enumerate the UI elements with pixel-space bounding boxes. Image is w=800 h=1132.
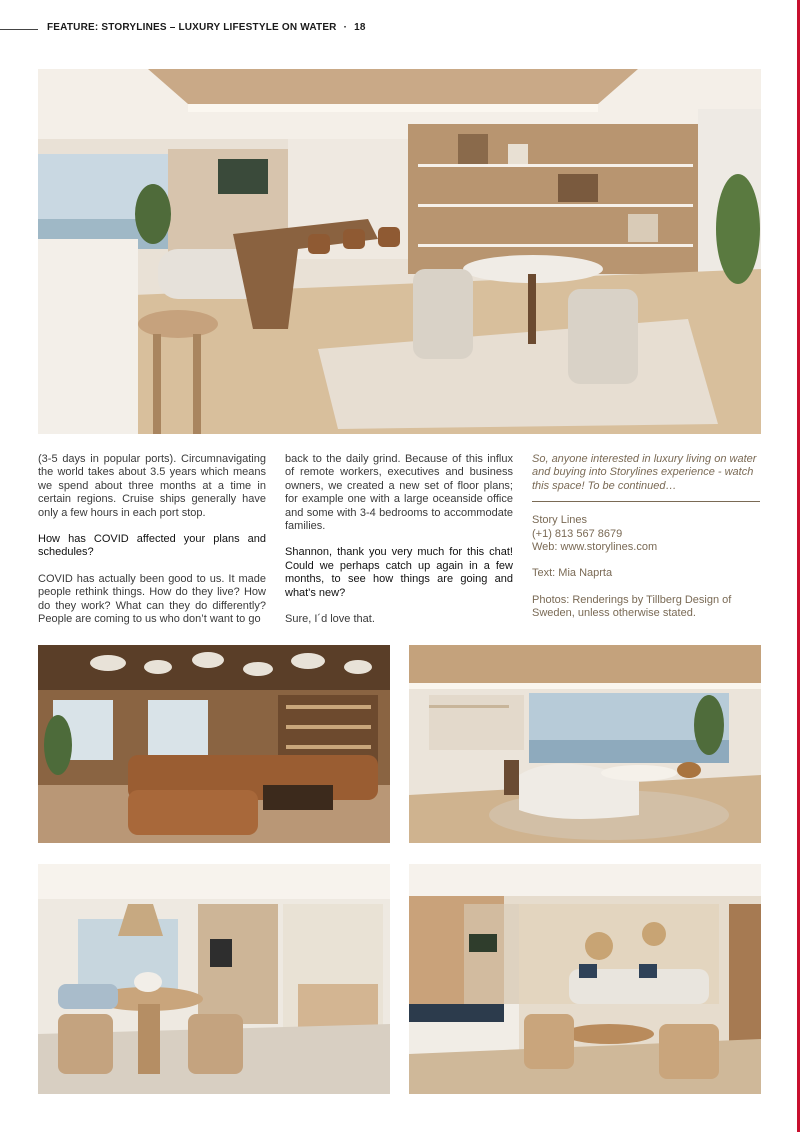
contact-phone[interactable]: (+1) 813 567 8679 (532, 527, 623, 540)
paragraph: COVID has actually been good to us. It made people rethink things. How do they live? How do they work? What can they do differently? People are coming to us who don’t want to go (38, 572, 266, 626)
interview-question: Shannon, thank you very much for this chat! Could we perhaps catch up again in a few months, to see how things are going and what's new? (285, 546, 513, 599)
photo-dining-nook (38, 864, 390, 1094)
photo-ocean-living-room (409, 645, 761, 843)
interview-question: How has COVID affected your plans and schedules? (38, 533, 266, 559)
photo-bedroom-lounge (409, 864, 761, 1094)
header-separator: · (343, 22, 348, 33)
photo-credit: Photos: Renderings by Tillberg Design of Sweden, unless otherwise stated. (532, 593, 732, 620)
header-title: FEATURE: STORYLINES – LUXURY LIFESTYLE ON WATER (47, 22, 337, 33)
paragraph: Sure, I´d love that. (285, 613, 375, 626)
text-column-1 (38, 453, 266, 639)
contact-website[interactable]: Web: www.storylines.com (532, 541, 658, 554)
page-number: 18 (354, 22, 366, 33)
closing-remark: So, anyone interested in luxury living on water and buying into Storylines experience - watch this space! To be continued… (532, 453, 757, 492)
photo-library-lounge (38, 645, 390, 843)
contact-block (532, 514, 760, 554)
page-header (47, 22, 366, 33)
hero-photo-living-dining (38, 69, 761, 434)
contact-name: Story Lines (532, 514, 588, 527)
text-column-2 (285, 453, 513, 639)
text-column-3 (532, 453, 760, 621)
paragraph: (3-5 days in popular ports). Circumnavigating the world takes about 3.5 years which means we spend about three months at a time in certain regions. Cruise ships generally have only a few hours in each port stop. (38, 453, 266, 519)
divider (532, 501, 760, 502)
text-credit: Text: Mia Naprta (532, 567, 613, 580)
header-rule (0, 29, 38, 30)
paragraph: back to the daily grind. Because of this influx of remote workers, executives and business owners, we created a new set of floor plans; for example one with a large oceanside office and some with 3-4 bedrooms to accommodate families. (285, 453, 513, 533)
